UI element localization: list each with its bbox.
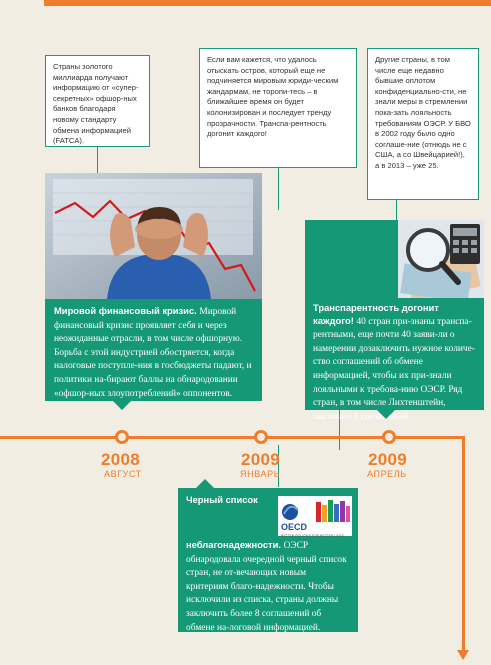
transparency-photo: [398, 220, 484, 298]
oecd-logo: [278, 496, 352, 536]
timeline-year-3: 2009: [368, 450, 408, 469]
timeline-month-3: АПРЕЛЬ: [367, 469, 407, 479]
note-bvi: Другие страны, в том числе еще недавно бывшие оплотом конфиденциально-сти, не знали меры в стремлении пока-зать лояльность требованиям ОЭСР. У БВО в 2002 году было одно соглаше-ние (отнюдь не с США, а со Швейцарией!), а в 2013 – уже 25.: [367, 48, 479, 200]
timeline-year-2: 2009: [241, 450, 281, 469]
timeline-month-1: АВГУСТ: [104, 469, 142, 479]
crisis-title: Мировой финансовый кризис.: [54, 305, 197, 316]
note-fatca: Страны золотого миллиарда получают информацию от «супер-секретных» офшор-ных банков благодаря новому стандарту обмена информацией (FATCA).: [45, 55, 150, 147]
timeline-month-2: ЯНВАРЬ: [240, 469, 281, 479]
blacklist-pointer: [196, 479, 214, 488]
connector-island: [278, 168, 279, 210]
transparency-title: Транспарентность догонит каждого!: [313, 302, 439, 326]
note-island: Если вам кажется, что удалось отыскать остров, который еще не подчиняется мировым юриди-ческим жандармам, не торопи-тесь – в ближайшее время он будет колонизирован и последует тренду прозрачности. Транспа-рентность догонит каждого!: [199, 48, 357, 168]
crisis-text: Мировой финансовый кризис проявляет себя и через неожиданные отрасли, в том числе офшорную. Борьба с этой индустрией обостряется, когда налоговые поступле-ния в госбюджеты падают, и политики на-бирают баллы на обнародовании «офшор-ных злоупотреблений» оппонентов.: [54, 307, 252, 399]
transparency-pointer: [377, 410, 395, 419]
card-financial-crisis: [45, 173, 262, 401]
top-accent-bar: [44, 0, 491, 6]
card-transparency: [305, 220, 484, 422]
connector-bvi: [396, 200, 397, 220]
blacklist-title: Черный список неблагонадежности.: [186, 494, 281, 550]
transparency-text: 40 стран при-знаны транспа-рентными, еще почти 40 заяви-ли о намерении дозаключить нужное количе-ство соглашений об обмене информацией, чтобы их при-знали лояльными к требова-нию ОЭСР. Ряд стран, в том числе Лихтенштейн, заключил 8 соглашений.: [313, 316, 475, 422]
oecd-logo-text: OECD: [281, 522, 308, 532]
timeline-dot-2008-aug: [115, 430, 129, 444]
connector-fatca: [97, 147, 98, 175]
timeline-dot-2009-apr: [382, 430, 396, 444]
crisis-photo: [45, 173, 262, 299]
timeline-year-1: 2008: [101, 450, 141, 469]
timeline-dot-2009-jan: [254, 430, 268, 444]
oecd-logo-tagline: BETTER POLICIES FOR BETTER LIVES: [281, 534, 344, 538]
blacklist-text: ОЭСР обнародовала очередной черный список стран, не от-вечающих новым критериям благо-надежности. Чтобы исключили из списка, страны должны заключить более 8 соглашений об обмене на-логовой информацией.: [186, 541, 347, 633]
crisis-pointer: [113, 401, 131, 410]
timeline-arrow: [457, 650, 469, 660]
timeline-continuation: [462, 436, 465, 652]
card-blacklist: [178, 488, 358, 632]
